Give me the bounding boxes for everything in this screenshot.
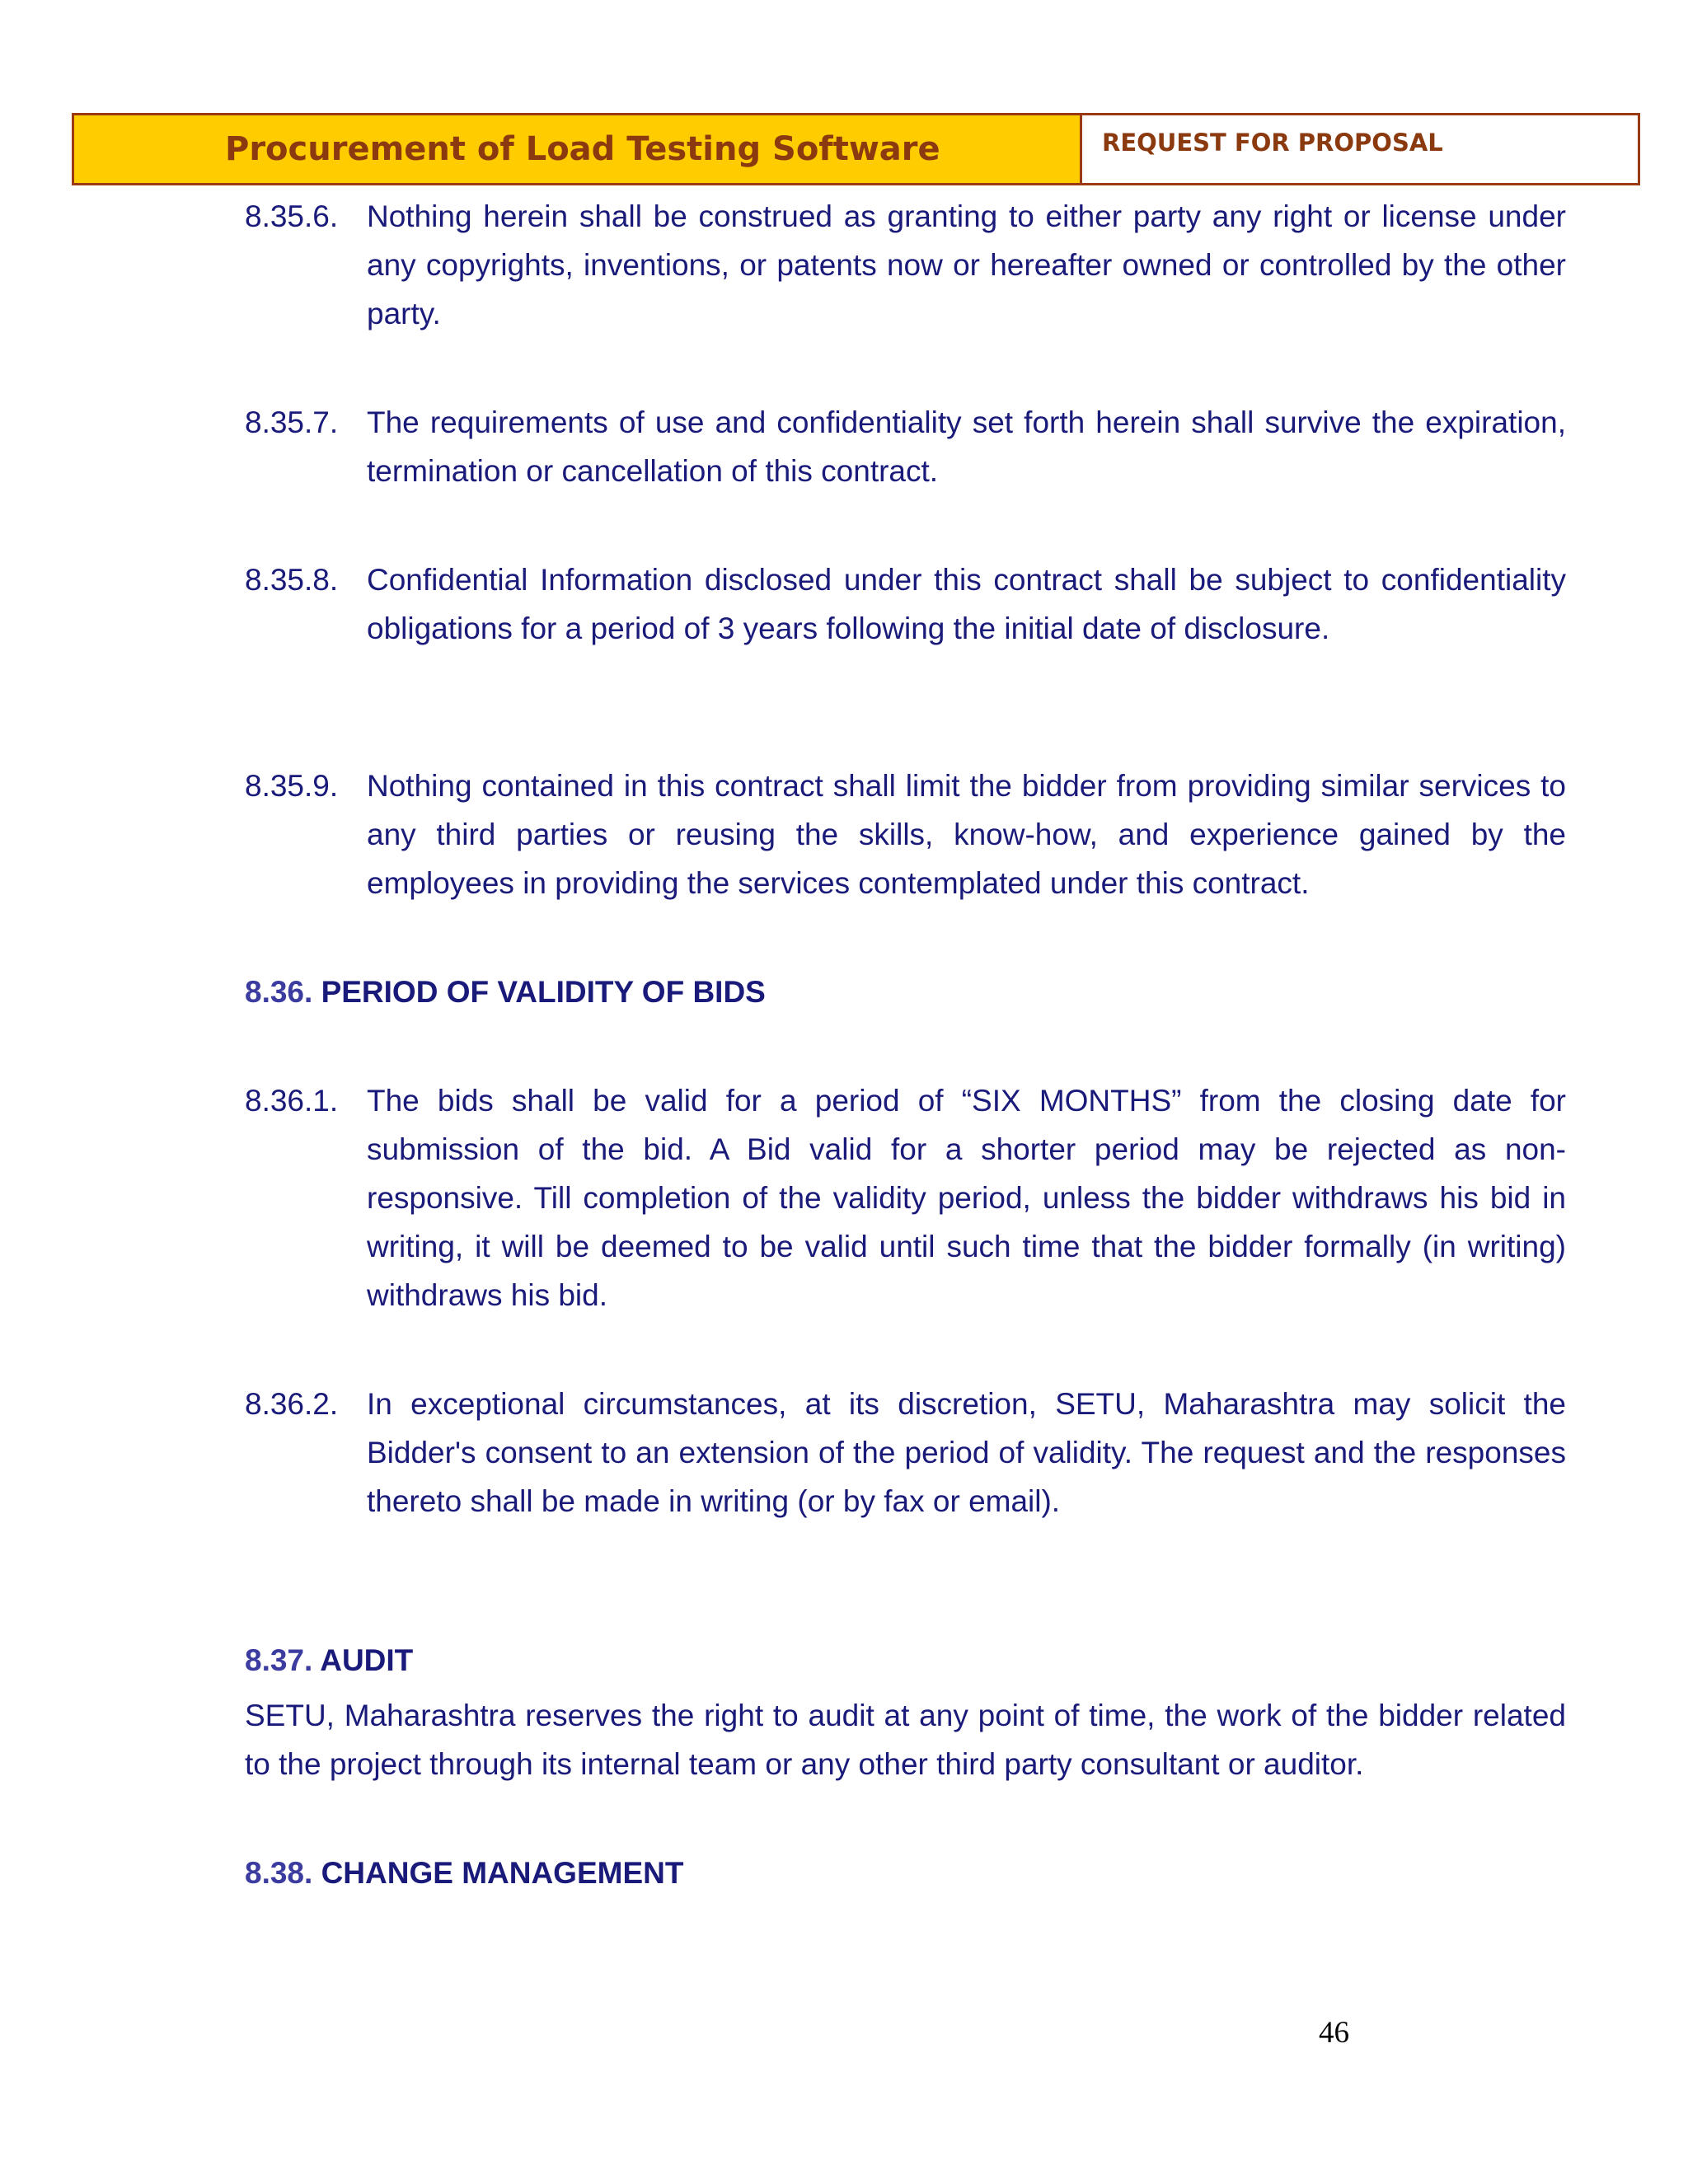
clause-number: 8.35.8. [245,563,339,597]
clause-text: Confidential Information disclosed under this contract shall be subject to confidentiality obligations for a period of 3 years following the initial date of disclosure. [367,563,1566,645]
page-number: 46 [1319,2016,1349,2050]
section-heading-8-37 [245,1636,413,1685]
clause-number: 8.35.7. [245,405,339,439]
section-number: 8.38. [245,1856,313,1890]
header-doc-type-box [1080,113,1640,185]
clause-8-35-9 [245,762,1566,907]
clause-text: In exceptional circumstances, at its discretion, SETU, Maharashtra may solicit the Bidder's consent to an extension of the period of validity. The request and the responses thereto shall be made in writing (or by fax or email). [367,1387,1566,1518]
header-doc-type: REQUEST FOR PROPOSAL [1102,129,1443,157]
clause-8-36-2 [245,1380,1566,1526]
header-title: Procurement of Load Testing Software [225,130,940,168]
clause-number: 8.35.6. [245,199,339,233]
section-number: 8.37. [245,1643,313,1677]
section-number: 8.36. [245,975,313,1009]
clause-number: 8.36.1. [245,1084,339,1118]
clause-text: The bids shall be valid for a period of “SIX MONTHS” from the closing date for submission of the bid. A Bid valid for a shorter period may be rejected as non-responsive. Till completion of the validity period, unless the bidder withdraws his bid in writing, it will be deemed to be valid until such time that the bidder formally (in writing) withdraws his bid. [367,1084,1566,1312]
section-heading-8-36 [245,968,766,1016]
header-title-box [72,113,1080,185]
clause-8-35-7 [245,398,1566,495]
audit-paragraph: SETU, Maharashtra reserves the right to audit at any point of time, the work of the bidder related to the project through its internal team or any other third party consultant or auditor. [245,1699,1566,1781]
section-title: PERIOD OF VALIDITY OF BIDS [321,975,766,1009]
clause-text: Nothing herein shall be construed as granting to either party any right or license under any copyrights, inventions, or patents now or hereafter owned or controlled by the other party. [367,199,1566,330]
clause-text: The requirements of use and confidentiality set forth herein shall survive the expiration, termination or cancellation of this contract. [367,405,1566,488]
clause-text: Nothing contained in this contract shall limit the bidder from providing similar services to any third parties or reusing the skills, know-how, and experience gained by the employees in providing the services contemplated under this contract. [367,769,1566,900]
section-heading-8-38 [245,1849,683,1897]
clause-8-35-6 [245,192,1566,338]
clause-number: 8.35.9. [245,769,339,803]
clause-number: 8.36.2. [245,1387,339,1421]
section-title: AUDIT [320,1643,414,1677]
clause-8-35-8 [245,555,1566,653]
section-title: CHANGE MANAGEMENT [321,1856,684,1890]
clause-8-36-1 [245,1076,1566,1319]
